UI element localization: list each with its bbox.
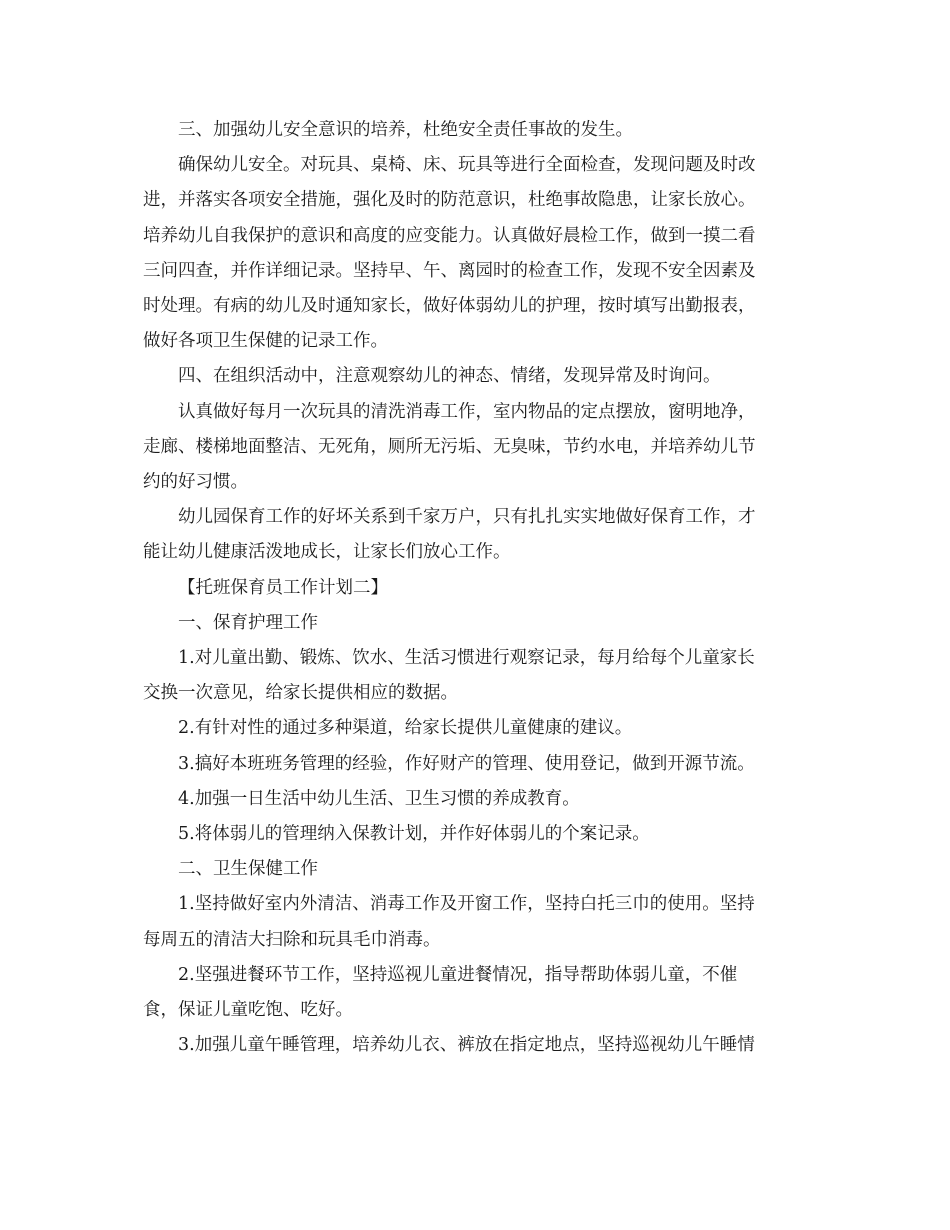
text-line: 培养幼儿自我保护的意识和高度的应变能力。认真做好晨检工作，做到一摸二看	[143, 225, 756, 246]
paragraph	[143, 852, 803, 887]
text-line: 一、保育护理工作	[178, 612, 318, 633]
text-line: 【托班保育员工作计划二】	[178, 577, 388, 598]
paragraph	[143, 641, 803, 711]
paragraph	[143, 359, 803, 394]
text-line: 进，并落实各项安全措施，强化及时的防范意识，杜绝事故隐患，让家长放心。	[143, 190, 756, 211]
paragraph	[143, 500, 803, 570]
text-line: 三问四查，并作详细记录。坚持早、午、离园时的检查工作，发现不安全因素及	[143, 260, 756, 281]
paragraph	[143, 958, 803, 1028]
paragraph	[143, 571, 803, 606]
paragraph	[143, 747, 803, 782]
text-line: 1.坚持做好室内外清洁、消毒工作及开窗工作，坚持白托三巾的使用。坚持	[178, 894, 755, 915]
text-line: 食，保证儿童吃饱、吃好。	[143, 1000, 353, 1021]
document-body	[143, 113, 803, 1063]
paragraph	[143, 606, 803, 641]
text-line: 1.对儿童出勤、锻炼、饮水、生活习惯进行观察记录，每月给每个儿童家长	[178, 648, 755, 669]
text-line: 四、在组织活动中，注意观察幼儿的神态、情绪，发现异常及时询问。	[178, 366, 721, 387]
text-line: 确保幼儿安全。对玩具、桌椅、床、玩具等进行全面检查，发现问题及时改	[178, 155, 756, 176]
text-line: 4.加强一日生活中幼儿生活、卫生习惯的养成教育。	[178, 788, 580, 809]
text-line: 二、卫生保健工作	[178, 859, 318, 880]
text-line: 时处理。有病的幼儿及时通知家长，做好体弱幼儿的护理，按时填写出勤报表，	[143, 296, 756, 317]
text-line: 约的好习惯。	[143, 472, 248, 493]
text-line: 2.坚强进餐环节工作，坚持巡视儿童进餐情况，指导帮助体弱儿童，不催	[178, 964, 738, 985]
paragraph	[143, 887, 803, 957]
text-line: 2.有针对性的通过多种渠道，给家长提供儿童健康的建议。	[178, 718, 633, 739]
paragraph	[143, 148, 803, 359]
paragraph	[143, 817, 803, 852]
text-line: 5.将体弱儿的管理纳入保教计划，并作好体弱儿的个案记录。	[178, 824, 650, 845]
text-line: 走廊、楼梯地面整洁、无死角，厕所无污垢、无臭味，节约水电，并培养幼儿节	[143, 436, 756, 457]
paragraph	[143, 395, 803, 501]
paragraph	[143, 1028, 803, 1063]
text-line: 三、加强幼儿安全意识的培养，杜绝安全责任事故的发生。	[178, 120, 633, 140]
paragraph	[143, 711, 803, 746]
paragraph	[143, 782, 803, 817]
text-line: 认真做好每月一次玩具的清洗消毒工作，室内物品的定点摆放，窗明地净，	[178, 401, 756, 422]
text-line: 做好各项卫生保健的记录工作。	[143, 331, 388, 352]
text-line: 每周五的清洁大扫除和玩具毛巾消毒。	[143, 929, 441, 950]
text-line: 幼儿园保育工作的好坏关系到千家万户，只有扎扎实实地做好保育工作，才	[178, 507, 756, 528]
text-line: 3.加强儿童午睡管理，培养幼儿衣、裤放在指定地点，坚持巡视幼儿午睡情	[178, 1035, 755, 1056]
paragraph	[143, 113, 803, 148]
text-line: 交换一次意见，给家长提供相应的数据。	[143, 683, 458, 704]
text-line: 3.搞好本班班务管理的经验，作好财产的管理、使用登记，做到开源节流。	[178, 753, 755, 774]
text-line: 能让幼儿健康活泼地成长，让家长们放心工作。	[143, 542, 511, 563]
